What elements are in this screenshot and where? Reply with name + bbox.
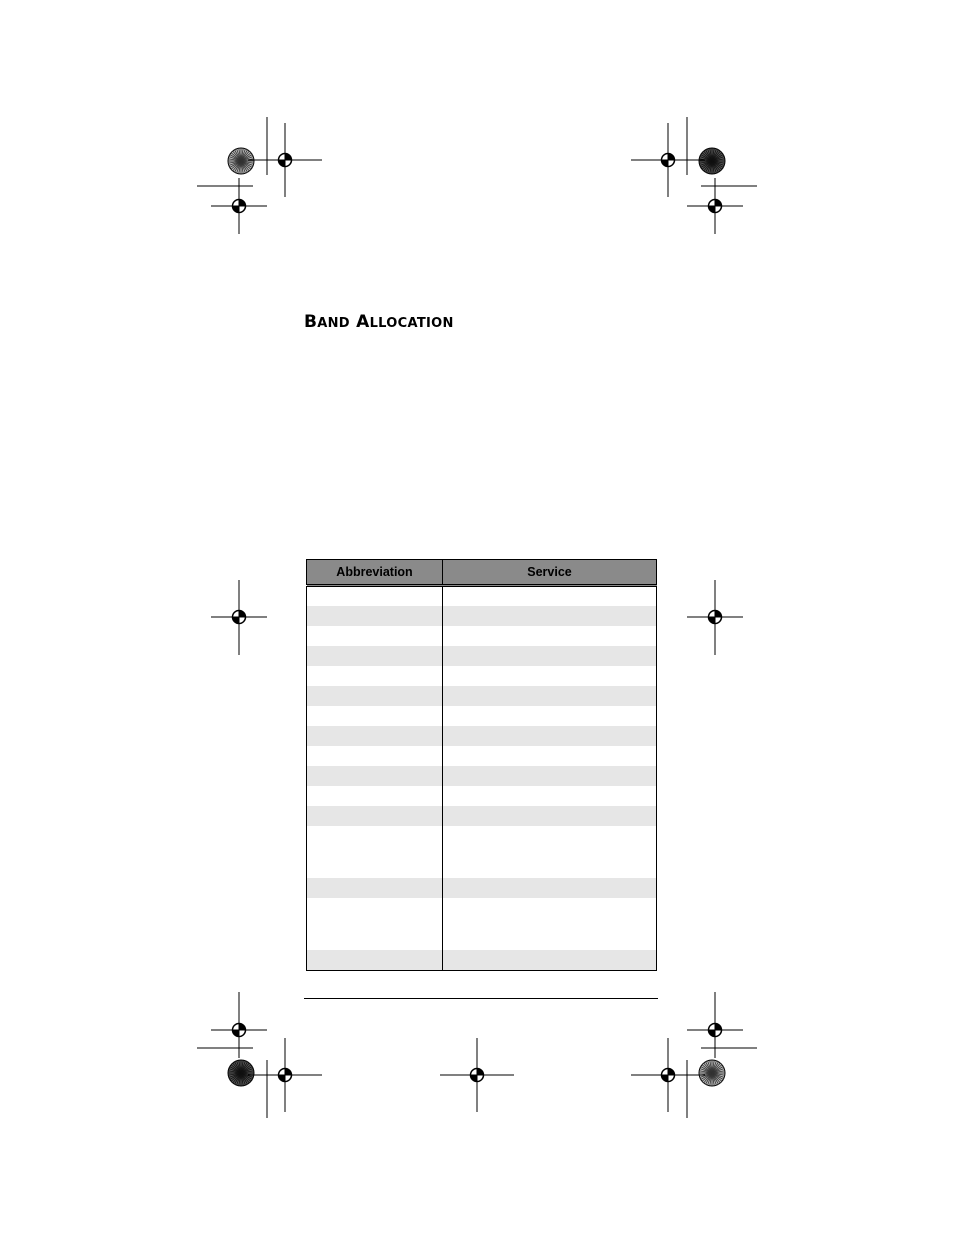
registration-target-icon <box>440 1038 514 1112</box>
registration-target-icon <box>248 123 322 197</box>
title-initial-a: A <box>356 312 370 332</box>
title-rest-and: AND <box>317 316 350 331</box>
color-starburst-icon <box>699 148 725 174</box>
title-initial-b: B <box>304 312 318 332</box>
registration-target-icon <box>631 1038 705 1112</box>
column-header-abbreviation: Abbreviation <box>307 560 443 586</box>
registration-target-icon <box>631 123 705 197</box>
registration-target-icon <box>248 1038 322 1112</box>
color-starburst-icon <box>699 1060 725 1086</box>
color-starburst-icon <box>228 1060 254 1086</box>
column-header-service: Service <box>443 560 657 586</box>
color-starburst-icon <box>228 148 254 174</box>
title-rest-allocation: LLOCATION <box>369 316 454 331</box>
